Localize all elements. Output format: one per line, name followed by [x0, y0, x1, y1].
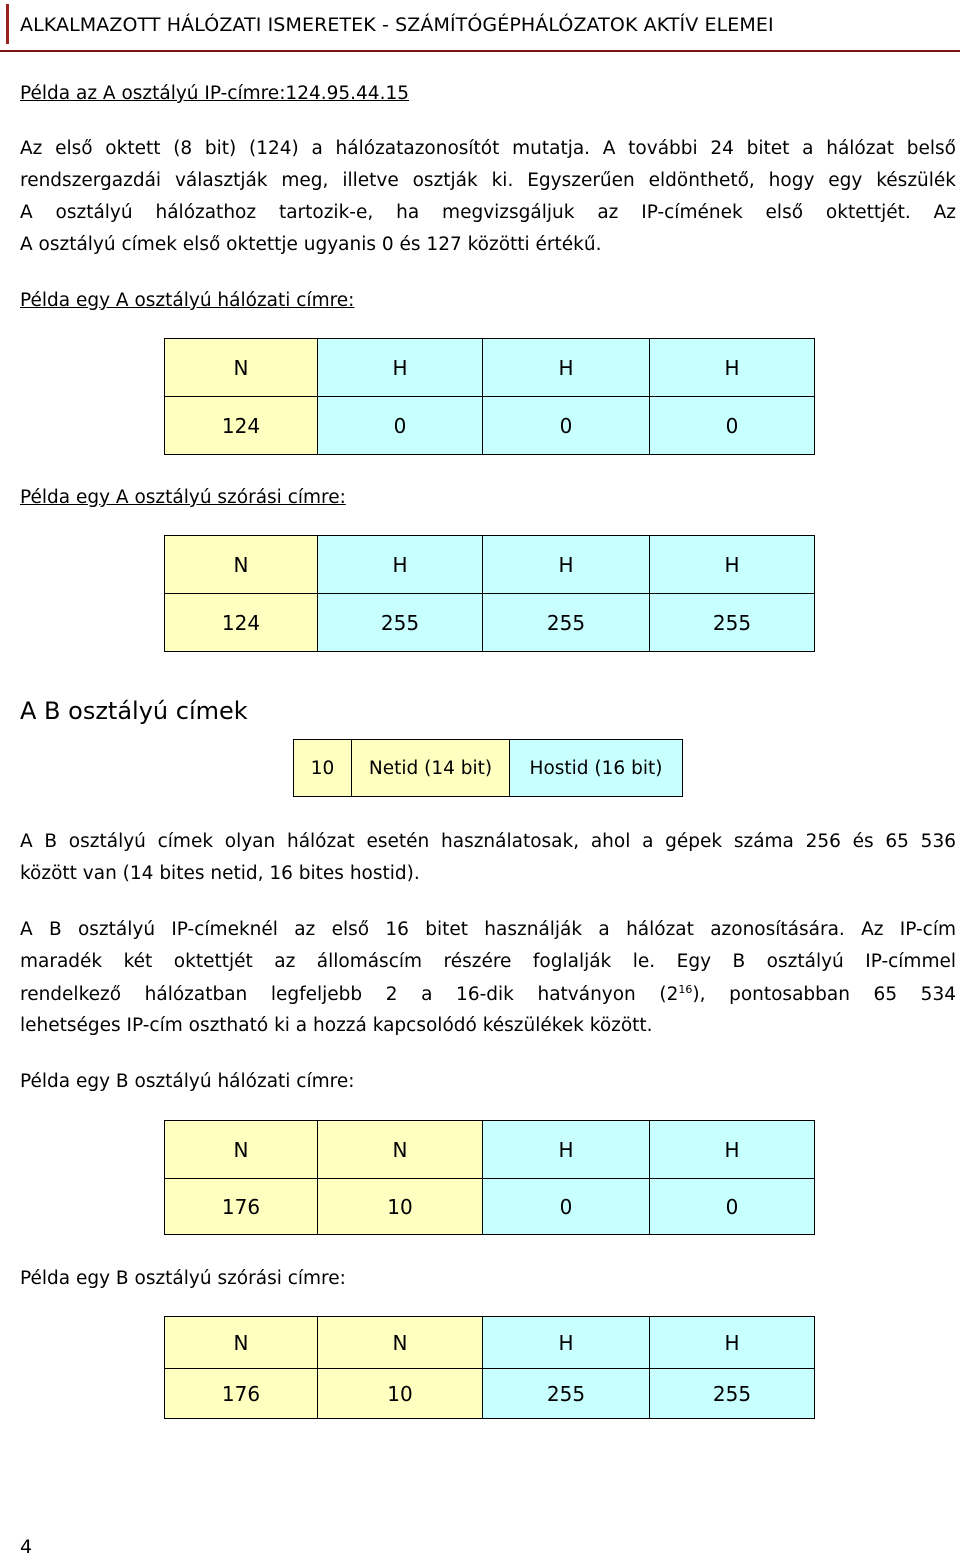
cell-netid: Netid (14 bit) [352, 740, 510, 797]
paragraph-3-line-4: lehetséges IP-cím osztható ki a hozzá kapcsolódó készülékek között. [20, 1015, 653, 1036]
paragraph-3-line-3 [20, 983, 956, 1005]
cell-header: H [483, 1121, 650, 1179]
header-accent-bar [6, 4, 9, 44]
cell-value: 0 [483, 1179, 650, 1235]
cell-header: H [483, 1317, 650, 1369]
cell-header: H [318, 339, 483, 397]
cell-header: N [318, 1121, 483, 1179]
cell-value: 0 [650, 1179, 815, 1235]
paragraph-3-line-3-tail: ), pontosabban 65 534 [692, 984, 956, 1005]
paragraph-1-line-3: A osztályú hálózathoz tartozik-e, ha megvizsgáljuk az IP-címének első oktettjét. Az [20, 202, 956, 223]
heading-class-b: A B osztályú címek [20, 697, 248, 725]
cell-value: 124 [165, 397, 318, 455]
table-b-broadcast [164, 1316, 815, 1419]
cell-header: N [165, 339, 318, 397]
cell-value: 176 [165, 1179, 318, 1235]
label-b-network: Példa egy B osztályú hálózati címre: [20, 1071, 355, 1092]
paragraph-2-line-1: A B osztályú címek olyan hálózat esetén használatosak, ahol a gépek száma 256 és 65 536 [20, 831, 956, 852]
cell-header: N [318, 1317, 483, 1369]
cell-value: 255 [318, 594, 483, 652]
cell-value: 10 [318, 1369, 483, 1419]
cell-header: H [483, 536, 650, 594]
paragraph-3-line-2: maradék két oktettjét az állomáscím részére foglalják le. Egy B osztályú IP-címmel [20, 951, 956, 972]
cell-value: 255 [483, 1369, 650, 1419]
page-header [0, 0, 960, 52]
label-a-broadcast: Példa egy A osztályú szórási címre: [20, 487, 346, 508]
cell-value: 124 [165, 594, 318, 652]
cell-value: 10 [318, 1179, 483, 1235]
header-title: ALKALMAZOTT HÁLÓZATI ISMERETEK - SZÁMÍTÓGÉPHÁLÓZATOK AKTÍV ELEMEI [20, 14, 774, 36]
paragraph-1-line-4: A osztályú címek első oktettje ugyanis 0 és 127 közötti értékű. [20, 234, 602, 255]
cell-prefix-bits: 10 [294, 740, 352, 797]
cell-value: 176 [165, 1369, 318, 1419]
cell-header: N [165, 1317, 318, 1369]
exponent: 16 [678, 983, 693, 996]
table-b-network [164, 1120, 815, 1235]
cell-header: H [650, 339, 815, 397]
cell-value: 255 [650, 1369, 815, 1419]
page-number: 4 [20, 1536, 33, 1558]
cell-value: 255 [483, 594, 650, 652]
cell-header: N [165, 536, 318, 594]
paragraph-3-line-1: A B osztályú IP-címeknél az első 16 bitet használják a hálózat azonosítására. Az IP-cím [20, 919, 956, 940]
cell-value: 0 [650, 397, 815, 455]
cell-header: H [318, 536, 483, 594]
paragraph-1-line-2: rendszergazdái választják meg, illetve osztják ki. Egyszerűen eldönthető, hogy egy készülék [20, 170, 956, 191]
paragraph-3-line-3-text: rendelkező hálózatban legfeljebb 2 a 16-dik hatványon (2 [20, 984, 679, 1005]
paragraph-2-line-2: között van (14 bites netid, 16 bites hostid). [20, 863, 420, 884]
table-a-broadcast [164, 535, 815, 652]
cell-value: 0 [318, 397, 483, 455]
cell-value: 255 [650, 594, 815, 652]
cell-header: N [165, 1121, 318, 1179]
cell-hostid: Hostid (16 bit) [510, 740, 683, 797]
table-b-structure [293, 739, 683, 797]
cell-header: H [650, 1317, 815, 1369]
cell-value: 0 [483, 397, 650, 455]
cell-header: H [483, 339, 650, 397]
label-b-broadcast: Példa egy B osztályú szórási címre: [20, 1268, 346, 1289]
label-a-network: Példa egy A osztályú hálózati címre: [20, 290, 355, 311]
example-a-address: Példa az A osztályú IP-címre:124.95.44.15 [20, 83, 409, 104]
cell-header: H [650, 1121, 815, 1179]
table-a-network [164, 338, 815, 455]
paragraph-1-line-1: Az első oktett (8 bit) (124) a hálózatazonosítót mutatja. A további 24 bitet a hálózat belső [20, 138, 956, 159]
cell-header: H [650, 536, 815, 594]
